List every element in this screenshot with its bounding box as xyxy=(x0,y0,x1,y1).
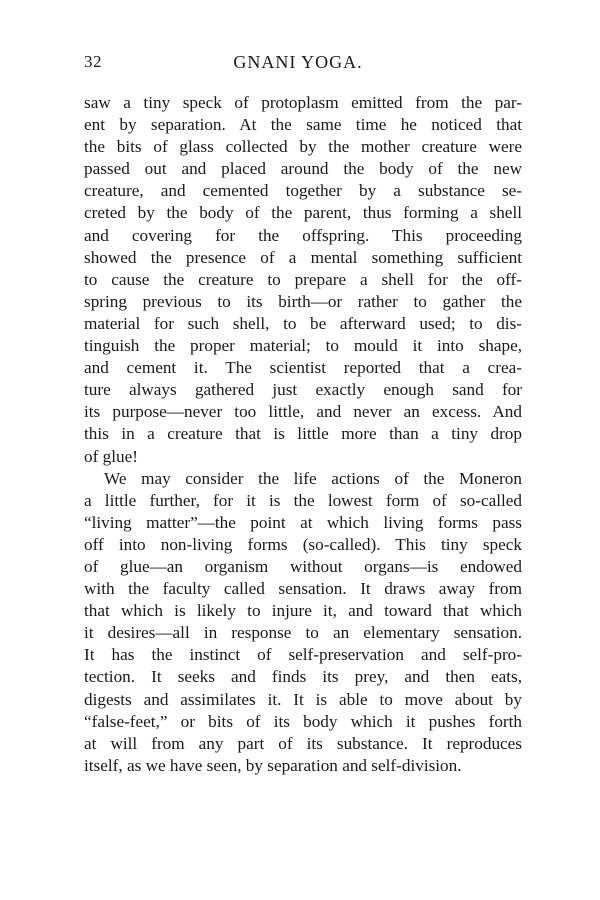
text-line: tection. It seeks and finds its prey, and then eats, xyxy=(84,667,522,687)
text-line: of glue—an organism without organs—is endowed xyxy=(84,556,522,576)
text-line: We may consider the life actions of the Moneron xyxy=(104,468,522,488)
running-title: GNANI YOGA. xyxy=(233,52,363,72)
text-line: passed out and placed around the body of the new xyxy=(84,159,522,179)
text-line: showed the presence of a mental something sufficient xyxy=(84,247,522,267)
text-line: with the faculty called sensation. It draws away from xyxy=(84,579,522,599)
text-line: its purpose—never too little, and never an excess. And xyxy=(84,402,522,422)
text-line: creature, and cemented together by a substance se- xyxy=(84,181,522,201)
page-number: 32 xyxy=(84,52,102,71)
text-line: tinguish the proper material; to mould it into shape, xyxy=(84,336,522,356)
paragraph xyxy=(84,468,522,777)
text-line: and covering for the offspring. This proceeding xyxy=(84,225,522,245)
text-line: this in a creature that is little more than a tiny drop xyxy=(84,424,522,444)
text-line: to cause the creature to prepare a shell for the off- xyxy=(84,269,522,289)
text-line: a little further, for it is the lowest form of so-called xyxy=(84,490,522,510)
text-line: and cement it. The scientist reported that a crea- xyxy=(84,358,522,378)
paragraph xyxy=(84,92,522,468)
text-line: of glue! xyxy=(84,446,138,466)
running-head xyxy=(84,52,522,80)
body-text xyxy=(84,92,522,777)
text-line: off into non-living forms (so-called). This tiny speck xyxy=(84,534,522,554)
text-line: the bits of glass collected by the mother creature were xyxy=(84,137,522,157)
text-line: creted by the body of the parent, thus forming a shell xyxy=(84,203,522,223)
text-line: at will from any part of its substance. It reproduces xyxy=(84,733,522,753)
text-line: it desires—all in response to an elementary sensation. xyxy=(84,623,522,643)
text-line: itself, as we have seen, by separation and self-division. xyxy=(84,755,462,775)
text-line: It has the instinct of self-preservation and self-pro- xyxy=(84,645,522,665)
text-line: ture always gathered just exactly enough sand for xyxy=(84,380,522,400)
text-line: “living matter”—the point at which living forms pass xyxy=(84,512,522,532)
text-line: digests and assimilates it. It is able to move about by xyxy=(84,689,522,709)
book-page xyxy=(84,52,522,777)
text-line: spring previous to its birth—or rather to gather the xyxy=(84,291,522,311)
text-line: “false-feet,” or bits of its body which it pushes forth xyxy=(84,711,522,731)
text-line: ent by separation. At the same time he noticed that xyxy=(84,115,522,135)
text-line: material for such shell, to be afterward used; to dis- xyxy=(84,313,522,333)
text-line: saw a tiny speck of protoplasm emitted from the par- xyxy=(84,93,522,112)
text-line: that which is likely to injure it, and toward that which xyxy=(84,601,522,621)
